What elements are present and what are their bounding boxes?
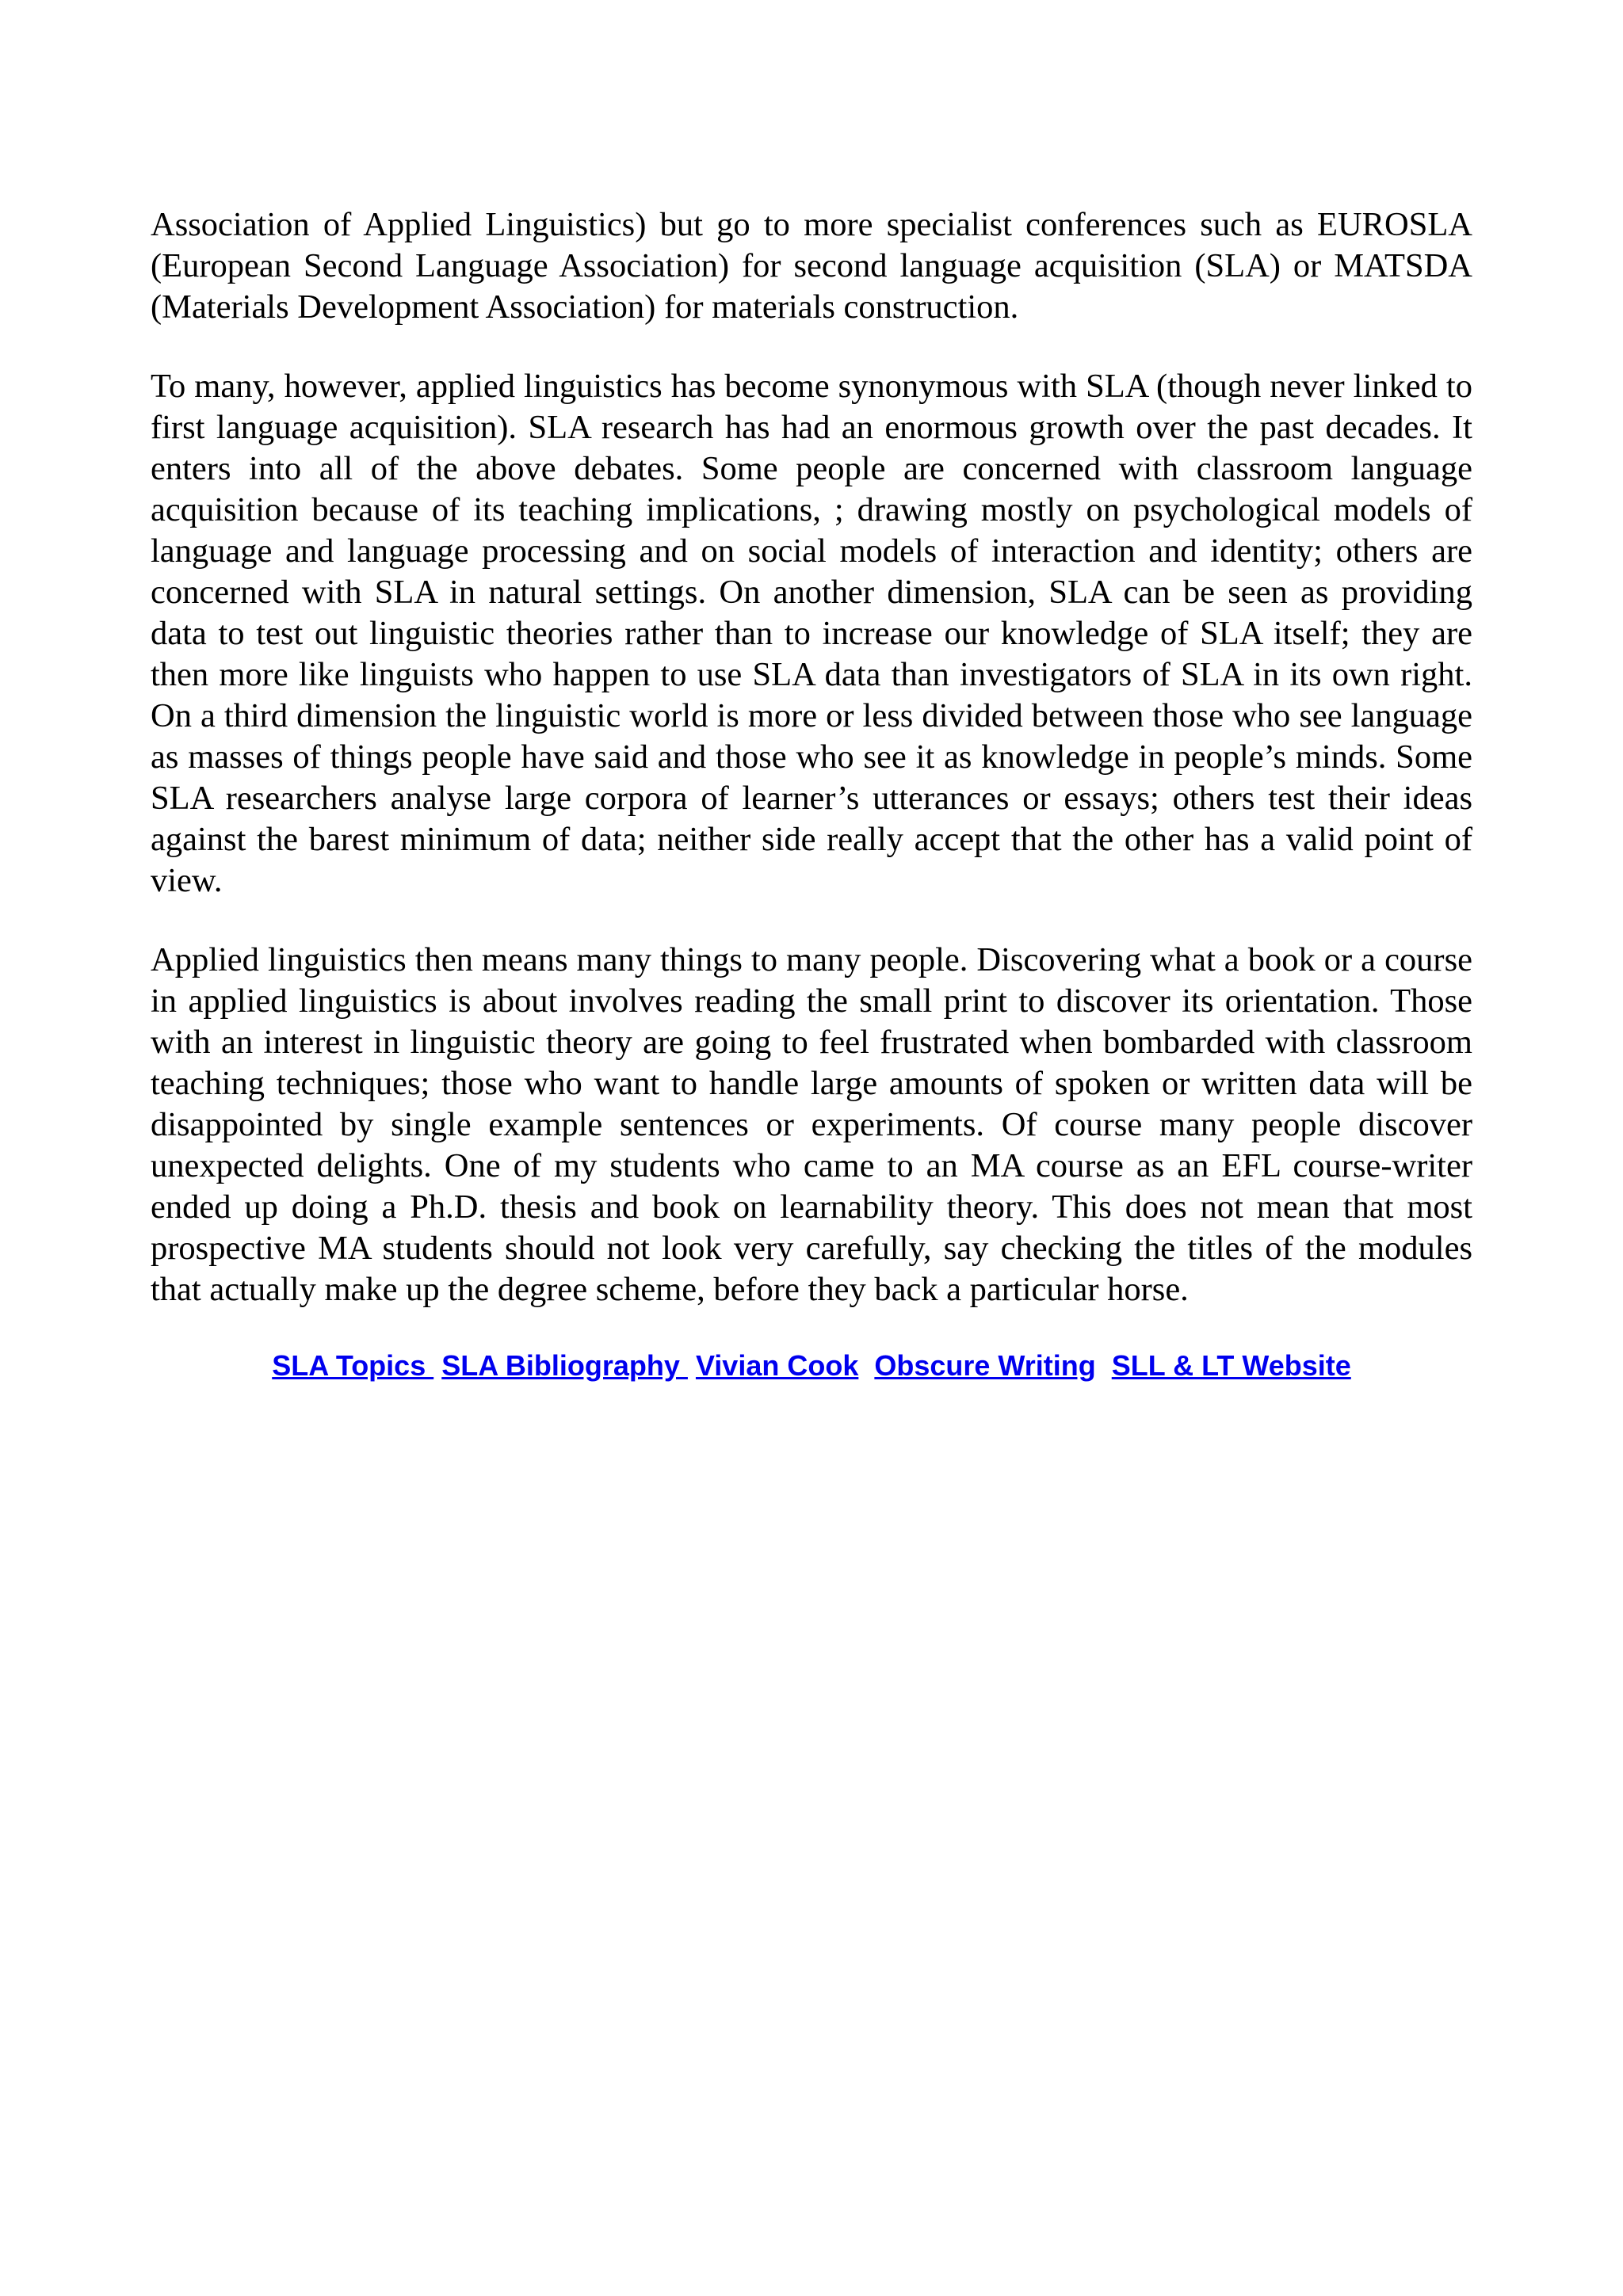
document-page xyxy=(151,204,1472,1383)
paragraph-applied-linguistics-meaning: Applied linguistics then means many things to many people. Discovering what a book or a course in applied linguistics is about involves reading the small print to discover its orientation. Those with an interest in linguistic theory are going to feel frustrated when bombarded with classroom teaching techniques; those who want to handle large amounts of spoken or written data will be disappointed by single example sentences or experiments. Of course many people discover unexpected delights. One of my students who came to an MA course as an EFL course-writer ended up doing a Ph.D. thesis and book on learnability theory. This does not mean that most prospective MA students should not look very carefully, say checking the titles of the modules that actually make up the degree scheme, before they back a particular horse. xyxy=(151,941,1472,1308)
link-vivian-cook[interactable]: Vivian Cook xyxy=(695,1349,859,1382)
paragraph-conferences: Association of Applied Linguistics) but go to more specialist conferences such as EUROSLA (European Second Language Association) for second language acquisition (SLA) or MATSDA (Materials Development Association) for materials construction. xyxy=(151,206,1472,326)
paragraph-sla-research: To many, however, applied linguistics has become synonymous with SLA (though never linked to first language acquisition). SLA research has had an enormous growth over the past decades. It enters into all of the above debates. Some people are concerned with classroom language acquisition because of its teaching implications, ; drawing mostly on psychological models of language and language processing and on social models of interaction and identity; others are concerned with SLA in natural settings. On another dimension, SLA can be seen as providing data to test out linguistic theories rather than to increase our knowledge of SLA itself; they are then more like linguists who happen to use SLA data than investigators of SLA in its own right. On a third dimension the linguistic world is more or less divided between those who see language as masses of things people have said and those who see it as knowledge in people’s minds. Some SLA researchers analyse large corpora of learner’s utterances or essays; others test their ideas against the barest minimum of data; neither side really accept that the other has a valid point of view. xyxy=(151,368,1472,899)
link-obscure-writing[interactable]: Obscure Writing xyxy=(874,1349,1096,1382)
link-sll-lt-website[interactable]: SLL & LT Website xyxy=(1111,1349,1351,1382)
link-sla-bibliography[interactable]: SLA Bibliography xyxy=(441,1349,688,1382)
footer-nav-links xyxy=(151,1348,1472,1383)
link-sla-topics[interactable]: SLA Topics xyxy=(272,1349,434,1382)
